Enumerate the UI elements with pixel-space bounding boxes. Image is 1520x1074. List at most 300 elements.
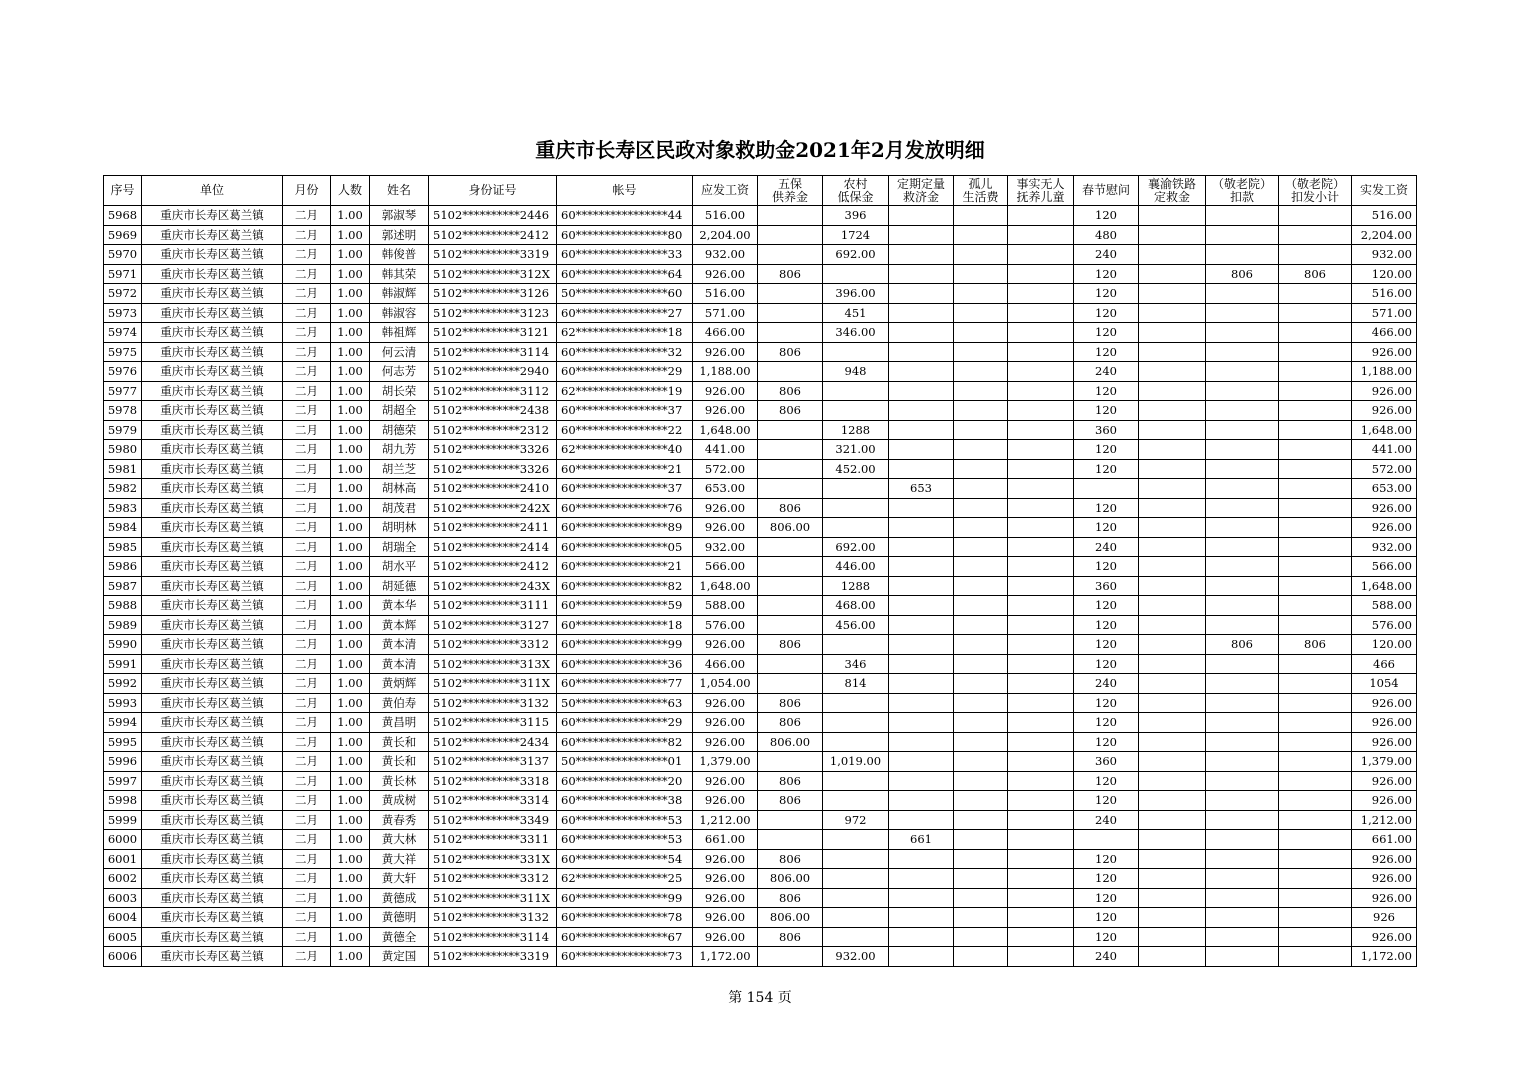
cell-id-number: 5102**********3127 xyxy=(429,615,557,635)
cell-xiangyu-railway-relief xyxy=(1139,284,1206,304)
table-row xyxy=(104,869,1417,889)
cell-month: 二月 xyxy=(283,693,331,713)
cell-orphan-allowance xyxy=(954,752,1008,772)
cell-index: 5981 xyxy=(104,459,142,479)
page-number: 第 154 页 xyxy=(728,990,792,1006)
table-row xyxy=(104,615,1417,635)
cell-name: 韩淑辉 xyxy=(370,284,429,304)
cell-account: 60****************54 xyxy=(557,849,693,869)
cell-count: 1.00 xyxy=(331,635,370,655)
cell-unit: 重庆市长寿区葛兰镇 xyxy=(142,908,283,928)
cell-id-number: 5102**********3132 xyxy=(429,908,557,928)
cell-nursing-home-deduction xyxy=(1206,245,1279,265)
cell-unattended-child xyxy=(1008,284,1074,304)
cell-wubao-support: 806 xyxy=(758,771,823,791)
cell-xiangyu-railway-relief xyxy=(1139,771,1206,791)
cell-name: 胡兰芝 xyxy=(370,459,429,479)
cell-unattended-child xyxy=(1008,576,1074,596)
cell-index: 5978 xyxy=(104,401,142,421)
cell-rural-dibao: 814 xyxy=(823,674,889,694)
header-row xyxy=(104,176,1417,206)
cell-spring-festival: 120 xyxy=(1074,518,1139,538)
cell-id-number: 5102**********2434 xyxy=(429,732,557,752)
cell-unit: 重庆市长寿区葛兰镇 xyxy=(142,576,283,596)
cell-regular-relief: 653 xyxy=(889,479,954,499)
cell-net-pay: 441.00 xyxy=(1352,440,1417,460)
cell-month: 二月 xyxy=(283,947,331,967)
cell-regular-relief xyxy=(889,596,954,616)
cell-regular-relief xyxy=(889,401,954,421)
cell-nursing-home-deduction xyxy=(1206,713,1279,733)
cell-net-pay: 926.00 xyxy=(1352,849,1417,869)
cell-xiangyu-railway-relief xyxy=(1139,752,1206,772)
cell-orphan-allowance xyxy=(954,323,1008,343)
cell-account: 60****************29 xyxy=(557,362,693,382)
cell-orphan-allowance xyxy=(954,557,1008,577)
cell-account: 60****************22 xyxy=(557,420,693,440)
table-row xyxy=(104,245,1417,265)
table-row xyxy=(104,888,1417,908)
cell-payable: 572.00 xyxy=(693,459,758,479)
cell-unit: 重庆市长寿区葛兰镇 xyxy=(142,752,283,772)
cell-payable: 571.00 xyxy=(693,303,758,323)
cell-count: 1.00 xyxy=(331,284,370,304)
table-row xyxy=(104,479,1417,499)
cell-regular-relief xyxy=(889,810,954,830)
cell-unit: 重庆市长寿区葛兰镇 xyxy=(142,264,283,284)
cell-month: 二月 xyxy=(283,284,331,304)
cell-name: 黄昌明 xyxy=(370,713,429,733)
cell-regular-relief xyxy=(889,654,954,674)
cell-count: 1.00 xyxy=(331,810,370,830)
cell-spring-festival: 120 xyxy=(1074,908,1139,928)
cell-id-number: 5102**********3326 xyxy=(429,440,557,460)
cell-unit: 重庆市长寿区葛兰镇 xyxy=(142,947,283,967)
cell-payable: 926.00 xyxy=(693,849,758,869)
cell-nursing-home-deduction xyxy=(1206,888,1279,908)
cell-unit: 重庆市长寿区葛兰镇 xyxy=(142,635,283,655)
cell-nursing-home-deduction xyxy=(1206,342,1279,362)
cell-regular-relief xyxy=(889,771,954,791)
cell-spring-festival: 120 xyxy=(1074,693,1139,713)
cell-rural-dibao: 451 xyxy=(823,303,889,323)
cell-regular-relief xyxy=(889,303,954,323)
cell-orphan-allowance xyxy=(954,206,1008,226)
cell-count: 1.00 xyxy=(331,732,370,752)
cell-orphan-allowance xyxy=(954,381,1008,401)
cell-index: 5980 xyxy=(104,440,142,460)
cell-orphan-allowance xyxy=(954,947,1008,967)
cell-spring-festival xyxy=(1074,830,1139,850)
cell-nursing-home-deduction-subtotal xyxy=(1279,888,1352,908)
cell-month: 二月 xyxy=(283,615,331,635)
cell-count: 1.00 xyxy=(331,537,370,557)
cell-id-number: 5102**********3111 xyxy=(429,596,557,616)
cell-regular-relief xyxy=(889,206,954,226)
cell-unattended-child xyxy=(1008,810,1074,830)
cell-count: 1.00 xyxy=(331,771,370,791)
table-row xyxy=(104,323,1417,343)
cell-xiangyu-railway-relief xyxy=(1139,479,1206,499)
cell-id-number: 5102**********3349 xyxy=(429,810,557,830)
cell-payable: 926.00 xyxy=(693,264,758,284)
cell-name: 黄大祥 xyxy=(370,849,429,869)
cell-unattended-child xyxy=(1008,654,1074,674)
table-row xyxy=(104,693,1417,713)
cell-wubao-support xyxy=(758,225,823,245)
cell-payable: 1,379.00 xyxy=(693,752,758,772)
cell-account: 62****************18 xyxy=(557,323,693,343)
cell-rural-dibao: 396 xyxy=(823,206,889,226)
cell-count: 1.00 xyxy=(331,381,370,401)
cell-payable: 926.00 xyxy=(693,693,758,713)
cell-nursing-home-deduction xyxy=(1206,576,1279,596)
cell-nursing-home-deduction xyxy=(1206,557,1279,577)
table-row xyxy=(104,518,1417,538)
cell-net-pay: 572.00 xyxy=(1352,459,1417,479)
cell-id-number: 5102**********3312 xyxy=(429,869,557,889)
cell-month: 二月 xyxy=(283,264,331,284)
cell-unattended-child xyxy=(1008,537,1074,557)
cell-count: 1.00 xyxy=(331,420,370,440)
header-count: 人数 xyxy=(331,176,370,206)
cell-id-number: 5102**********2412 xyxy=(429,225,557,245)
cell-nursing-home-deduction xyxy=(1206,810,1279,830)
cell-nursing-home-deduction-subtotal: 806 xyxy=(1279,635,1352,655)
cell-spring-festival: 120 xyxy=(1074,927,1139,947)
cell-name: 韩淑容 xyxy=(370,303,429,323)
cell-orphan-allowance xyxy=(954,849,1008,869)
cell-index: 5976 xyxy=(104,362,142,382)
cell-unattended-child xyxy=(1008,342,1074,362)
cell-regular-relief xyxy=(889,440,954,460)
cell-id-number: 5102**********311X xyxy=(429,888,557,908)
cell-index: 5993 xyxy=(104,693,142,713)
cell-index: 5986 xyxy=(104,557,142,577)
cell-index: 5975 xyxy=(104,342,142,362)
cell-name: 胡林高 xyxy=(370,479,429,499)
cell-account: 50****************60 xyxy=(557,284,693,304)
cell-unit: 重庆市长寿区葛兰镇 xyxy=(142,284,283,304)
cell-rural-dibao xyxy=(823,713,889,733)
cell-orphan-allowance xyxy=(954,713,1008,733)
cell-unattended-child xyxy=(1008,869,1074,889)
cell-month: 二月 xyxy=(283,420,331,440)
cell-net-pay: 1054 xyxy=(1352,674,1417,694)
cell-rural-dibao: 1288 xyxy=(823,420,889,440)
cell-net-pay: 926.00 xyxy=(1352,888,1417,908)
cell-wubao-support: 806 xyxy=(758,635,823,655)
cell-nursing-home-deduction: 806 xyxy=(1206,264,1279,284)
cell-index: 5971 xyxy=(104,264,142,284)
cell-wubao-support xyxy=(758,810,823,830)
cell-payable: 516.00 xyxy=(693,284,758,304)
cell-xiangyu-railway-relief xyxy=(1139,674,1206,694)
cell-nursing-home-deduction xyxy=(1206,479,1279,499)
table-row xyxy=(104,927,1417,947)
cell-xiangyu-railway-relief xyxy=(1139,927,1206,947)
cell-id-number: 5102**********3319 xyxy=(429,245,557,265)
cell-month: 二月 xyxy=(283,518,331,538)
cell-rural-dibao: 468.00 xyxy=(823,596,889,616)
cell-account: 60****************78 xyxy=(557,908,693,928)
table-row xyxy=(104,752,1417,772)
cell-id-number: 5102**********2414 xyxy=(429,537,557,557)
cell-nursing-home-deduction xyxy=(1206,459,1279,479)
cell-unit: 重庆市长寿区葛兰镇 xyxy=(142,459,283,479)
cell-index: 5987 xyxy=(104,576,142,596)
cell-account: 50****************01 xyxy=(557,752,693,772)
cell-rural-dibao: 972 xyxy=(823,810,889,830)
cell-net-pay: 926 xyxy=(1352,908,1417,928)
cell-regular-relief xyxy=(889,888,954,908)
cell-net-pay: 932.00 xyxy=(1352,537,1417,557)
table-row xyxy=(104,596,1417,616)
cell-month: 二月 xyxy=(283,927,331,947)
cell-orphan-allowance xyxy=(954,264,1008,284)
cell-unattended-child xyxy=(1008,830,1074,850)
cell-index: 5984 xyxy=(104,518,142,538)
cell-orphan-allowance xyxy=(954,674,1008,694)
cell-id-number: 5102**********3314 xyxy=(429,791,557,811)
cell-xiangyu-railway-relief xyxy=(1139,342,1206,362)
cell-name: 胡茂君 xyxy=(370,498,429,518)
table-body xyxy=(104,206,1417,967)
cell-index: 5988 xyxy=(104,596,142,616)
cell-count: 1.00 xyxy=(331,947,370,967)
cell-wubao-support xyxy=(758,674,823,694)
cell-rural-dibao xyxy=(823,771,889,791)
cell-payable: 441.00 xyxy=(693,440,758,460)
cell-index: 5982 xyxy=(104,479,142,499)
cell-nursing-home-deduction xyxy=(1206,615,1279,635)
cell-unit: 重庆市长寿区葛兰镇 xyxy=(142,869,283,889)
cell-spring-festival: 480 xyxy=(1074,225,1139,245)
cell-nursing-home-deduction xyxy=(1206,654,1279,674)
cell-name: 黄长和 xyxy=(370,752,429,772)
cell-payable: 926.00 xyxy=(693,401,758,421)
cell-count: 1.00 xyxy=(331,303,370,323)
cell-net-pay: 926.00 xyxy=(1352,342,1417,362)
cell-nursing-home-deduction-subtotal xyxy=(1279,927,1352,947)
cell-id-number: 5102**********331X xyxy=(429,849,557,869)
cell-orphan-allowance xyxy=(954,888,1008,908)
cell-unattended-child xyxy=(1008,732,1074,752)
cell-unattended-child xyxy=(1008,713,1074,733)
cell-net-pay: 516.00 xyxy=(1352,284,1417,304)
cell-payable: 926.00 xyxy=(693,869,758,889)
cell-nursing-home-deduction xyxy=(1206,732,1279,752)
header-payable: 应发工资 xyxy=(693,176,758,206)
cell-orphan-allowance xyxy=(954,362,1008,382)
table-row xyxy=(104,401,1417,421)
cell-wubao-support xyxy=(758,362,823,382)
cell-account: 60****************18 xyxy=(557,615,693,635)
cell-nursing-home-deduction-subtotal xyxy=(1279,245,1352,265)
table-row xyxy=(104,284,1417,304)
cell-account: 50****************63 xyxy=(557,693,693,713)
cell-unit: 重庆市长寿区葛兰镇 xyxy=(142,927,283,947)
cell-unit: 重庆市长寿区葛兰镇 xyxy=(142,479,283,499)
cell-account: 60****************33 xyxy=(557,245,693,265)
cell-unit: 重庆市长寿区葛兰镇 xyxy=(142,849,283,869)
cell-orphan-allowance xyxy=(954,518,1008,538)
cell-rural-dibao: 396.00 xyxy=(823,284,889,304)
cell-regular-relief xyxy=(889,518,954,538)
cell-unit: 重庆市长寿区葛兰镇 xyxy=(142,498,283,518)
cell-net-pay: 926.00 xyxy=(1352,381,1417,401)
cell-xiangyu-railway-relief xyxy=(1139,791,1206,811)
cell-unit: 重庆市长寿区葛兰镇 xyxy=(142,830,283,850)
cell-unit: 重庆市长寿区葛兰镇 xyxy=(142,791,283,811)
cell-net-pay: 120.00 xyxy=(1352,635,1417,655)
cell-nursing-home-deduction-subtotal xyxy=(1279,947,1352,967)
cell-wubao-support xyxy=(758,245,823,265)
cell-xiangyu-railway-relief xyxy=(1139,654,1206,674)
cell-nursing-home-deduction xyxy=(1206,947,1279,967)
cell-account: 60****************38 xyxy=(557,791,693,811)
cell-payable: 926.00 xyxy=(693,791,758,811)
cell-spring-festival: 120 xyxy=(1074,654,1139,674)
cell-payable: 926.00 xyxy=(693,732,758,752)
cell-index: 5996 xyxy=(104,752,142,772)
cell-nursing-home-deduction-subtotal xyxy=(1279,206,1352,226)
cell-nursing-home-deduction-subtotal xyxy=(1279,323,1352,343)
cell-unit: 重庆市长寿区葛兰镇 xyxy=(142,381,283,401)
cell-xiangyu-railway-relief xyxy=(1139,362,1206,382)
cell-payable: 926.00 xyxy=(693,713,758,733)
cell-unit: 重庆市长寿区葛兰镇 xyxy=(142,245,283,265)
cell-wubao-support xyxy=(758,947,823,967)
cell-xiangyu-railway-relief xyxy=(1139,206,1206,226)
table-row xyxy=(104,459,1417,479)
cell-payable: 1,648.00 xyxy=(693,576,758,596)
cell-id-number: 5102**********3311 xyxy=(429,830,557,850)
cell-nursing-home-deduction-subtotal xyxy=(1279,518,1352,538)
cell-nursing-home-deduction-subtotal xyxy=(1279,810,1352,830)
cell-regular-relief xyxy=(889,264,954,284)
table-header xyxy=(104,176,1417,206)
cell-xiangyu-railway-relief xyxy=(1139,810,1206,830)
cell-count: 1.00 xyxy=(331,576,370,596)
cell-xiangyu-railway-relief xyxy=(1139,518,1206,538)
cell-account: 60****************77 xyxy=(557,674,693,694)
cell-nursing-home-deduction xyxy=(1206,537,1279,557)
cell-name: 黄伯寿 xyxy=(370,693,429,713)
cell-unit: 重庆市长寿区葛兰镇 xyxy=(142,810,283,830)
cell-wubao-support xyxy=(758,557,823,577)
cell-orphan-allowance xyxy=(954,596,1008,616)
cell-month: 二月 xyxy=(283,225,331,245)
cell-id-number: 5102**********242X xyxy=(429,498,557,518)
cell-unit: 重庆市长寿区葛兰镇 xyxy=(142,420,283,440)
header-unit: 单位 xyxy=(142,176,283,206)
cell-wubao-support: 806.00 xyxy=(758,869,823,889)
cell-regular-relief xyxy=(889,498,954,518)
cell-nursing-home-deduction-subtotal xyxy=(1279,498,1352,518)
cell-nursing-home-deduction xyxy=(1206,440,1279,460)
cell-nursing-home-deduction-subtotal xyxy=(1279,869,1352,889)
cell-unit: 重庆市长寿区葛兰镇 xyxy=(142,303,283,323)
cell-orphan-allowance xyxy=(954,869,1008,889)
cell-payable: 1,212.00 xyxy=(693,810,758,830)
relief-payment-table xyxy=(103,175,1417,967)
cell-unattended-child xyxy=(1008,615,1074,635)
cell-account: 60****************99 xyxy=(557,635,693,655)
table-row xyxy=(104,713,1417,733)
table-row xyxy=(104,381,1417,401)
cell-spring-festival: 120 xyxy=(1074,596,1139,616)
cell-unattended-child xyxy=(1008,401,1074,421)
cell-account: 60****************64 xyxy=(557,264,693,284)
cell-unit: 重庆市长寿区葛兰镇 xyxy=(142,537,283,557)
cell-net-pay: 1,212.00 xyxy=(1352,810,1417,830)
cell-nursing-home-deduction-subtotal xyxy=(1279,713,1352,733)
cell-regular-relief xyxy=(889,693,954,713)
table-row xyxy=(104,498,1417,518)
cell-count: 1.00 xyxy=(331,927,370,947)
cell-net-pay: 926.00 xyxy=(1352,791,1417,811)
cell-account: 62****************40 xyxy=(557,440,693,460)
cell-month: 二月 xyxy=(283,810,331,830)
table-row xyxy=(104,654,1417,674)
cell-name: 黄大林 xyxy=(370,830,429,850)
cell-orphan-allowance xyxy=(954,303,1008,323)
cell-xiangyu-railway-relief xyxy=(1139,225,1206,245)
cell-net-pay: 1,379.00 xyxy=(1352,752,1417,772)
cell-orphan-allowance xyxy=(954,654,1008,674)
cell-regular-relief xyxy=(889,947,954,967)
cell-name: 韩祖辉 xyxy=(370,323,429,343)
cell-account: 60****************89 xyxy=(557,518,693,538)
cell-wubao-support: 806 xyxy=(758,264,823,284)
cell-index: 6002 xyxy=(104,869,142,889)
cell-regular-relief xyxy=(889,635,954,655)
cell-xiangyu-railway-relief xyxy=(1139,849,1206,869)
cell-nursing-home-deduction xyxy=(1206,674,1279,694)
cell-regular-relief xyxy=(889,284,954,304)
cell-spring-festival: 120 xyxy=(1074,284,1139,304)
cell-index: 5989 xyxy=(104,615,142,635)
cell-regular-relief xyxy=(889,713,954,733)
cell-name: 黄定国 xyxy=(370,947,429,967)
cell-net-pay: 516.00 xyxy=(1352,206,1417,226)
cell-orphan-allowance xyxy=(954,342,1008,362)
cell-xiangyu-railway-relief xyxy=(1139,869,1206,889)
cell-account: 60****************37 xyxy=(557,479,693,499)
cell-id-number: 5102**********3326 xyxy=(429,459,557,479)
cell-nursing-home-deduction-subtotal xyxy=(1279,401,1352,421)
cell-wubao-support: 806 xyxy=(758,381,823,401)
cell-net-pay: 566.00 xyxy=(1352,557,1417,577)
cell-id-number: 5102**********3132 xyxy=(429,693,557,713)
cell-id-number: 5102**********3115 xyxy=(429,713,557,733)
cell-nursing-home-deduction-subtotal xyxy=(1279,596,1352,616)
cell-wubao-support xyxy=(758,459,823,479)
cell-id-number: 5102**********2411 xyxy=(429,518,557,538)
cell-nursing-home-deduction-subtotal xyxy=(1279,537,1352,557)
cell-id-number: 5102**********313X xyxy=(429,654,557,674)
cell-count: 1.00 xyxy=(331,888,370,908)
cell-count: 1.00 xyxy=(331,596,370,616)
cell-name: 黄本清 xyxy=(370,654,429,674)
cell-month: 二月 xyxy=(283,888,331,908)
cell-unattended-child xyxy=(1008,381,1074,401)
cell-nursing-home-deduction-subtotal xyxy=(1279,342,1352,362)
cell-index: 5972 xyxy=(104,284,142,304)
header-name: 姓名 xyxy=(370,176,429,206)
cell-account: 60****************59 xyxy=(557,596,693,616)
